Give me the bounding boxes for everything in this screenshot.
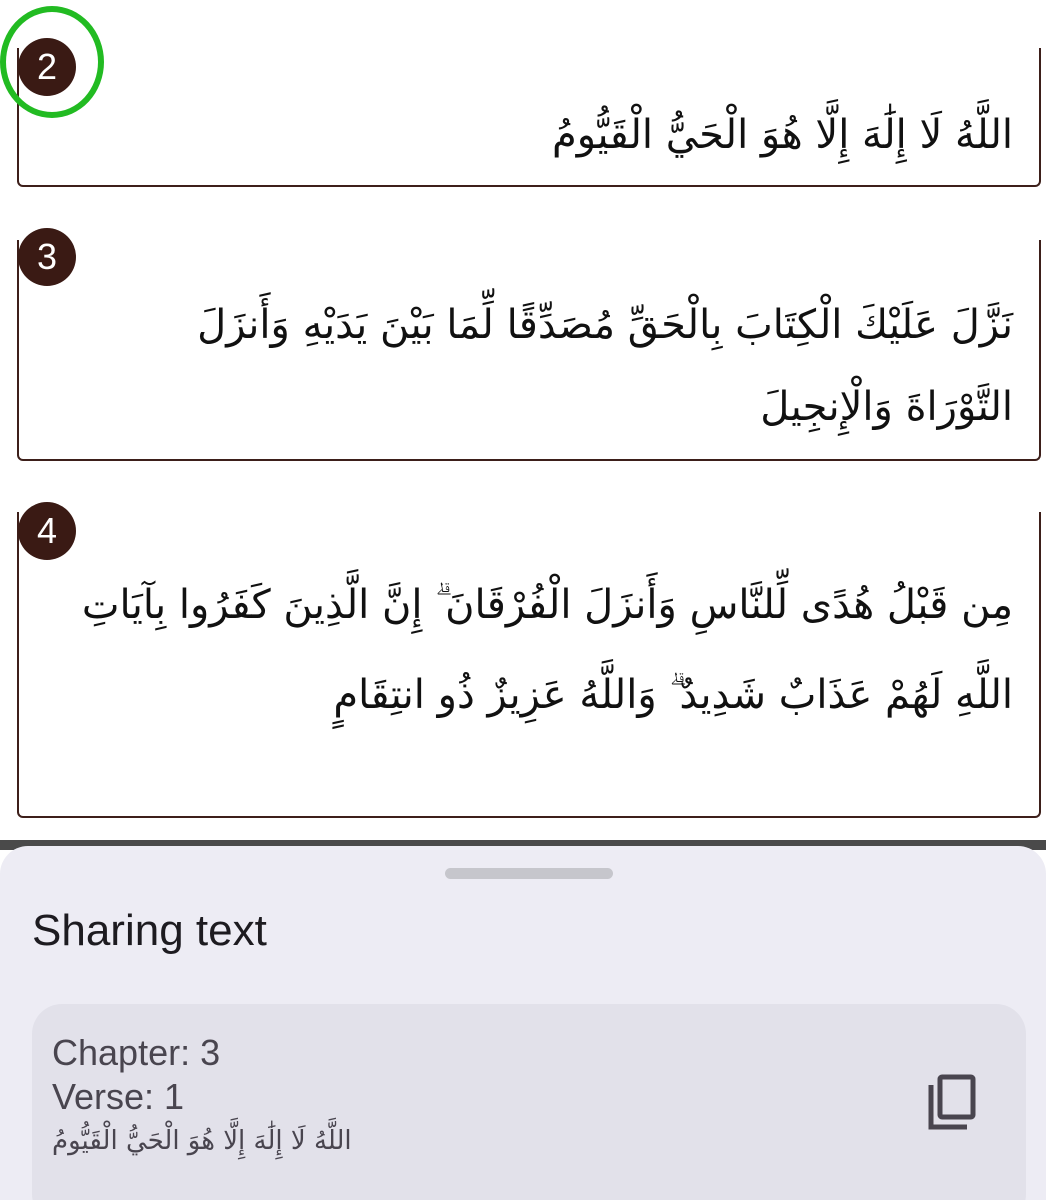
verse-number-badge: 4 (18, 502, 76, 560)
verse-number-badge: 2 (18, 38, 76, 96)
share-bottom-sheet (0, 846, 1046, 1200)
share-preview-box (32, 1004, 1026, 1200)
copy-button[interactable] (916, 1068, 986, 1138)
verse-text: اللَّهُ لَا إِلَٰهَ إِلَّا هُوَ الْحَيُّ الْقَيُّومُ (551, 112, 1013, 158)
verse-card[interactable] (17, 48, 1041, 187)
verse-card[interactable] (17, 240, 1041, 461)
share-chapter-line: Chapter: 3 (52, 1032, 221, 1073)
verse-text: مِن قَبْلُ هُدًى لِّلنَّاسِ وَأَنزَلَ الْفُرْقَانَ ۗ إِنَّ الَّذِينَ كَفَرُوا بِآيَاتِ اللَّهِ لَهُمْ عَذَابٌ شَدِيدٌ ۗ وَاللَّهُ عَزِيزٌ ذُو انتِقَامٍ (81, 582, 1013, 718)
share-verse-line: Verse: 1 (52, 1076, 185, 1117)
copy-icon (923, 1073, 979, 1133)
sheet-drag-handle[interactable] (445, 868, 613, 879)
share-arabic-text: اللَّهُ لَا إِلَٰهَ إِلَّا هُوَ الْحَيُّ الْقَيُّومُ (52, 1126, 352, 1156)
verse-text: نَزَّلَ عَلَيْكَ الْكِتَابَ بِالْحَقِّ مُصَدِّقًا لِّمَا بَيْنَ يَدَيْهِ وَأَنزَلَ التَّوْرَاةَ وَالْإِنجِيلَ (197, 302, 1013, 430)
verse-number-badge: 3 (18, 228, 76, 286)
verse-card[interactable] (17, 512, 1041, 818)
sheet-title: Sharing text (32, 906, 267, 955)
